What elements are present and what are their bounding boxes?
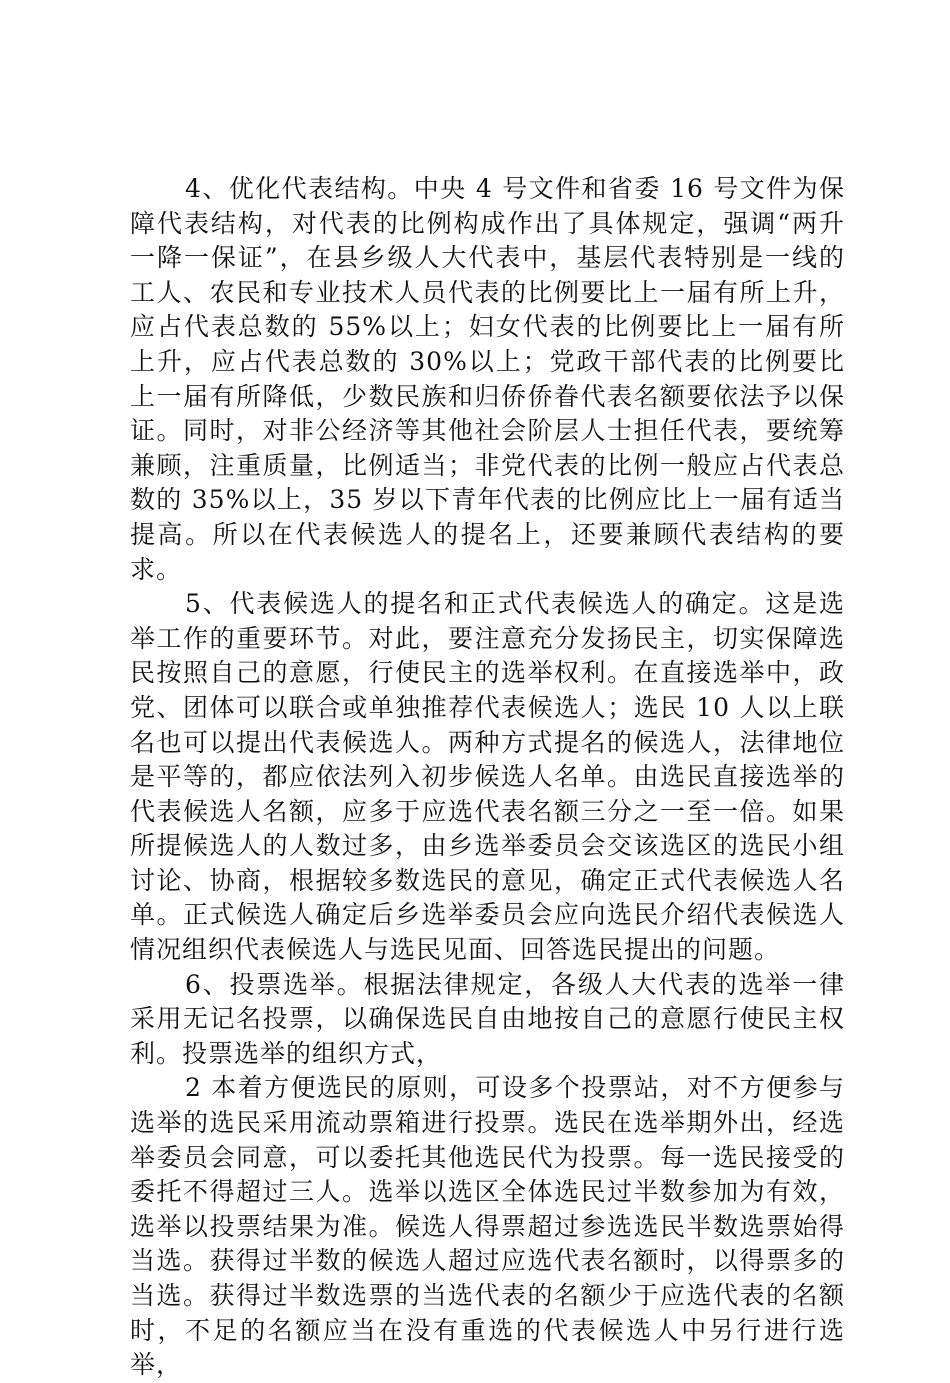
paragraph-polling-stations: 2 本着方便选民的原则，可设多个投票站，对不方便参与选举的选民采用流动票箱进行投票。选民在选举期外出，经选举委员会同意，可以委托其他选民代为投票。每一选民接受的委托不得超过三人。选举以选区全体选民过半数参加为有效，选举以投票结果为准。候选人得票超过参选选民半数选票始得当选。获得过半数的候选人超过应选代表名额时，以得票多的当选。获得过半数选票的当选代表的名额少于应选代表的名额时，不足的名额应当在没有重选的代表候选人中另行进行选举， <box>130 1073 845 1380</box>
paragraph-voting: 6、投票选举。根据法律规定，各级人大代表的选举一律采用无记名投票，以确保选民自由地按自己的意愿行使民主权利。投票选举的组织方式， <box>130 969 845 1068</box>
paragraph-candidate-nomination: 5、代表候选人的提名和正式代表候选人的确定。这是选举工作的重要环节。对此，要注意充分发扬民主，切实保障选民按照自己的意愿，行使民主的选举权利。在直接选举中，政党、团体可以联合或单独推荐代表候选人；选民 10 人以上联名也可以提出代表候选人。两种方式提名的候选人，法律地位是平等的，都应依法列入初步候选人名单。由选民直接选举的代表候选人名额，应多于应选代表名额三分之一至一倍。如果所提候选人的人数过多，由乡选举委员会交该选区的选民小组讨论、协商，根据较多数选民的意见，确定正式代表候选人名单。正式候选人确定后乡选举委员会应向选民介绍代表候选人情况组织代表候选人与选民见面、回答选民提出的问题。 <box>130 589 845 965</box>
document-body <box>130 172 845 1383</box>
paragraph-optimize-structure: 4、优化代表结构。中央 4 号文件和省委 16 号文件为保障代表结构，对代表的比例构成作出了具体规定，强调“两升一降一保证”，在县乡级人大代表中，基层代表特别是一线的工人、农民和专业技术人员代表的比例要比上一届有所上升，应占代表总数的 55%以上；妇女代表的比例要比上一届有所上升，应占代表总数的 30%以上；党政干部代表的比例要比上一届有所降低，少数民族和归侨侨眷代表名额要依法予以保证。同时，对非公经济等其他社会阶层人士担任代表，要统筹兼顾，注重质量，比例适当；非党代表的比例一般应占代表总数的 35%以上，35 岁以下青年代表的比例应比上一届有适当提高。所以在代表候选人的提名上，还要兼顾代表结构的要求。 <box>130 174 845 584</box>
